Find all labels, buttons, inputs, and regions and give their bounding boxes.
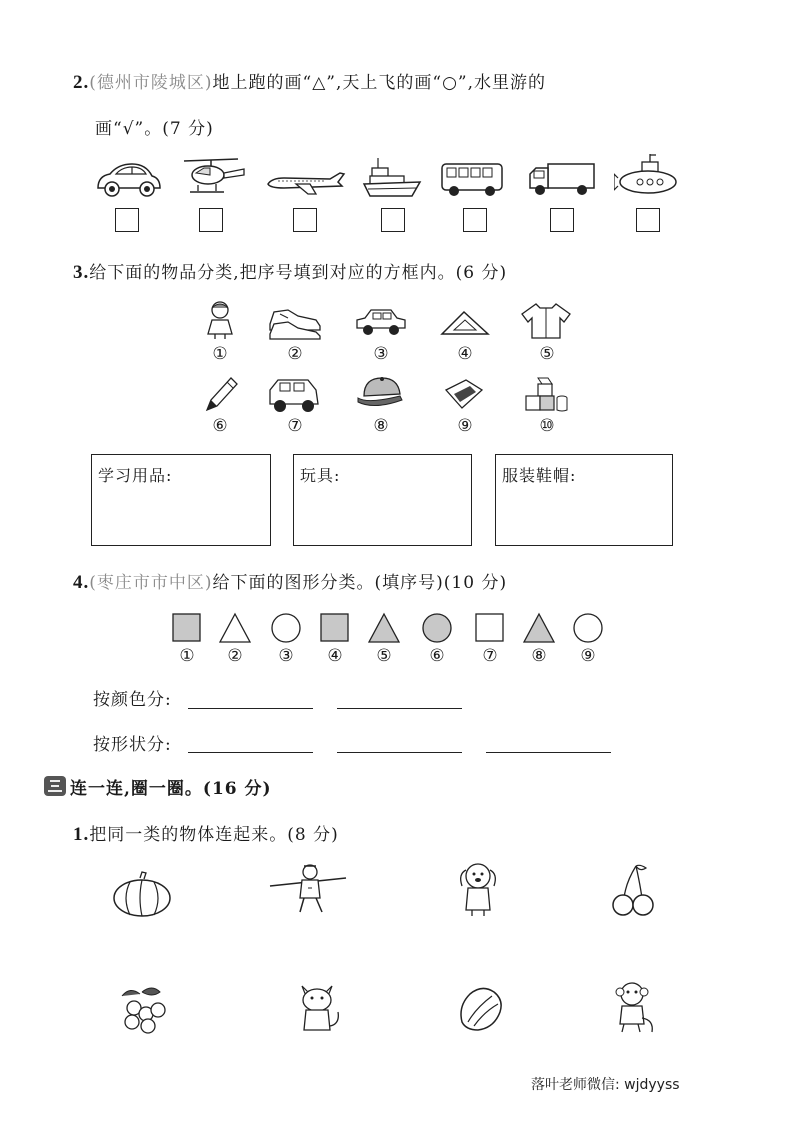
shape-4-gray-square (319, 612, 351, 644)
q2-text-line2: 画“√”。(7 分) (95, 119, 214, 139)
q2-text-line1: 地上跑的画“△”,天上飞的画“○”,水里游的 (212, 73, 546, 93)
q2-answer-box-2[interactable] (199, 208, 223, 232)
section-badge (44, 776, 66, 796)
helicopter-icon (178, 155, 248, 200)
toy-jeep-icon (266, 374, 322, 414)
q2-answer-box-1[interactable] (115, 208, 139, 232)
shirt-icon (518, 300, 574, 340)
q4-label-1: ① (179, 646, 195, 666)
q3-text: 给下面的物品分类,把序号填到对应的方框内。(6 分) (89, 263, 508, 283)
q2-answer-box-5[interactable] (463, 208, 487, 232)
berries-icon (112, 984, 176, 1034)
cabbage-icon (454, 982, 508, 1034)
section-title: 连一连,圈一圈。(16 分) (70, 779, 272, 799)
q2-title (73, 68, 546, 94)
submarine-icon (614, 152, 682, 200)
q3-label-7: ⑦ (287, 416, 303, 436)
q4-label-5: ⑤ (376, 646, 392, 666)
monkey-king-icon (268, 858, 348, 918)
footer-contact: 落叶老师微信: wjdyyss (531, 1077, 680, 1093)
s1-title (73, 820, 339, 846)
toy-car-icon (355, 306, 407, 338)
car-icon (92, 158, 162, 200)
q4-label-3: ③ (278, 646, 294, 666)
q4-label-4: ④ (327, 646, 343, 666)
q2-region: (德州市陵城区) (89, 73, 213, 93)
q3-label-9: ⑨ (457, 416, 473, 436)
q4-number: 4. (73, 572, 90, 593)
q3-label-2: ② (287, 344, 303, 364)
shape-5-gray-triangle (367, 612, 401, 644)
q3-label-6: ⑥ (212, 416, 228, 436)
shape-7-white-square (474, 612, 506, 644)
truck-icon (526, 160, 598, 200)
q2-number: 2. (73, 72, 90, 93)
kitten-icon (292, 980, 342, 1036)
s1-text: 把同一类的物体连起来。(8 分) (89, 825, 339, 845)
shape-8-gray-triangle (522, 612, 556, 644)
q4-label-7: ⑦ (482, 646, 498, 666)
category-label-toys: 玩具: (300, 466, 341, 485)
shape-9-white-circle (572, 612, 604, 644)
q4-label-9: ⑨ (580, 646, 596, 666)
ship-icon (362, 156, 422, 200)
by-shape-label: 按形状分: (93, 735, 172, 755)
eraser-icon (442, 376, 486, 412)
q3-label-3: ③ (373, 344, 389, 364)
airplane-icon (264, 170, 346, 198)
category-box-clothing[interactable] (495, 454, 673, 546)
q3-label-10: ⑩ (539, 416, 555, 436)
pencil-icon (203, 374, 239, 414)
monkey-icon (608, 978, 658, 1036)
category-label-clothing: 服装鞋帽: (502, 466, 577, 485)
shape-1-gray-square (171, 612, 203, 644)
blocks-icon (522, 374, 570, 414)
category-box-toys[interactable] (293, 454, 472, 546)
q3-label-1: ① (212, 344, 228, 364)
section-three-glyph-icon (44, 776, 66, 796)
by-color-blank-2[interactable] (337, 692, 462, 709)
q2-answer-box-3[interactable] (293, 208, 317, 232)
bus-icon (438, 160, 506, 200)
cherries-icon (610, 862, 656, 918)
q4-label-6: ⑥ (429, 646, 445, 666)
category-label-study-supplies: 学习用品: (98, 466, 173, 485)
s1-number: 1. (73, 824, 90, 845)
cap-icon (354, 374, 406, 412)
by-shape-blank-3[interactable] (486, 736, 611, 753)
shape-6-gray-circle (421, 612, 453, 644)
sneakers-icon (268, 304, 322, 340)
q3-number: 3. (73, 262, 90, 283)
doll-icon (203, 300, 237, 340)
by-shape-blank-1[interactable] (188, 736, 313, 753)
triangle-ruler-icon (438, 308, 492, 338)
q3-title (73, 258, 507, 284)
q2-answer-box-4[interactable] (381, 208, 405, 232)
by-shape-blank-2[interactable] (337, 736, 462, 753)
pumpkin-icon (110, 870, 174, 918)
by-color-blank-1[interactable] (188, 692, 313, 709)
q4-region: (枣庄市市中区) (89, 573, 213, 593)
q4-text: 给下面的图形分类。(填序号)(10 分) (212, 573, 508, 593)
q3-label-5: ⑤ (539, 344, 555, 364)
shape-3-white-circle (270, 612, 302, 644)
q4-label-8: ⑧ (531, 646, 547, 666)
q4-label-2: ② (227, 646, 243, 666)
by-color-label: 按颜色分: (93, 690, 172, 710)
puppy-icon (454, 860, 504, 918)
q3-label-8: ⑧ (373, 416, 389, 436)
q3-label-4: ④ (457, 344, 473, 364)
shape-2-white-triangle (218, 612, 252, 644)
q2-answer-box-6[interactable] (550, 208, 574, 232)
q2-answer-box-7[interactable] (636, 208, 660, 232)
q4-title (73, 568, 507, 594)
category-box-study-supplies[interactable] (91, 454, 271, 546)
